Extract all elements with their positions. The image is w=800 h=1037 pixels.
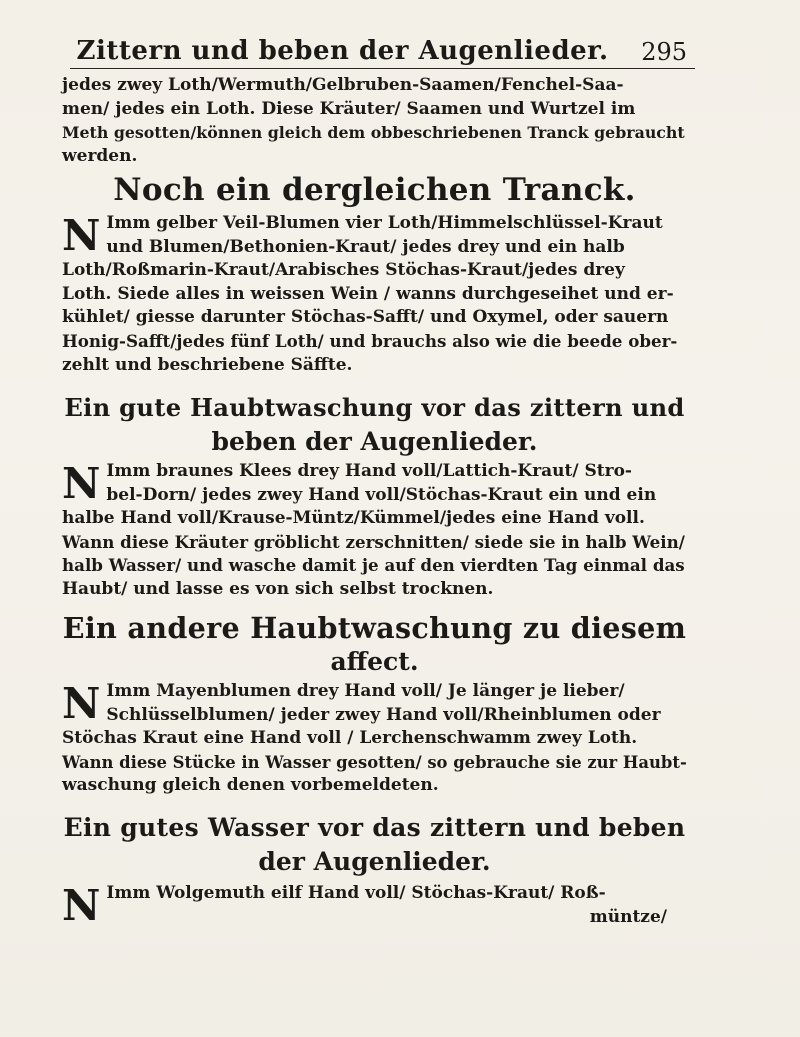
text-line: Stöchas Kraut eine Hand voll / Lerchenschwamm zwey Loth.	[62, 728, 638, 749]
text-line: waschung gleich denen vorbemeldeten.	[62, 775, 439, 796]
text-line: werden.	[62, 145, 138, 166]
drop-cap: N	[62, 881, 101, 930]
section-heading: Ein gute Haubtwaschung vor das zittern und	[64, 393, 685, 422]
section-heading: Noch ein dergleichen Tranck.	[113, 172, 636, 208]
intro-paragraph	[62, 74, 687, 168]
text-line: zehlt und beschriebene Säffte.	[62, 354, 353, 375]
text-line: Loth/Roßmarin-Kraut/Arabisches Stöchas-Kraut/jedes drey	[62, 260, 625, 281]
text-line: kühlet/ giesse darunter Stöchas-Safft/ und Oxymel, oder sauern	[62, 307, 669, 328]
recipe-paragraph	[62, 212, 687, 377]
text-line: Imm gelber Veil-Blumen vier Loth/Himmelschlüssel-Kraut	[106, 213, 663, 233]
text-line: und Blumen/Bethonien-Kraut/ jedes drey und ein halb	[106, 236, 625, 257]
text-line: Meth gesotten/können gleich dem obbeschriebenen Tranck gebraucht	[62, 123, 685, 143]
section-subheading: der Augenlieder.	[258, 847, 491, 876]
text-line: Wann diese Stücke in Wasser gesotten/ so gebrauche sie zur Haubt-	[62, 752, 687, 772]
drop-cap: N	[62, 679, 101, 728]
text-line: halbe Hand voll/Krause-Müntz/Kümmel/jedes eine Hand voll.	[62, 508, 645, 529]
text-line: Imm braunes Klees drey Hand voll/Lattich-Kraut/ Stro-	[106, 461, 632, 481]
text-line: müntze/	[589, 906, 667, 927]
text-line: jedes zwey Loth/Wermuth/Gelbruben-Saamen/Fenchel-Saa-	[62, 75, 624, 95]
running-title: Zittern und beben der Augenlieder.	[76, 36, 609, 66]
text-line: bel-Dorn/ jedes zwey Hand voll/Stöchas-Kraut ein und ein	[106, 484, 657, 505]
text-line: Wann diese Kräuter gröblicht zerschnitten/ siede sie in halb Wein/	[62, 531, 685, 552]
text-line: men/ jedes ein Loth. Diese Kräuter/ Saamen und Wurtzel im	[62, 98, 636, 119]
drop-cap: N	[62, 211, 101, 260]
text-line: halb Wasser/ und wasche damit je auf den vierdten Tag einmal das	[62, 555, 685, 576]
text-line: Loth. Siede alles in weissen Wein / wanns durchgeseihet und er-	[62, 283, 674, 304]
running-header	[70, 34, 695, 69]
section-heading: Ein andere Haubtwaschung zu diesem	[62, 611, 687, 645]
text-line: Imm Mayenblumen drey Hand voll/ Je länger je lieber/	[106, 681, 625, 701]
page-number: 295	[641, 38, 687, 66]
recipe-paragraph	[62, 460, 687, 602]
section-subheading: affect.	[330, 647, 419, 676]
text-line: Schlüsselblumen/ jeder zwey Hand voll/Rheinblumen oder	[106, 704, 661, 725]
text-line: Haubt/ und lasse es von sich selbst trocknen.	[62, 578, 494, 599]
drop-cap: N	[62, 459, 101, 508]
recipe-paragraph	[62, 680, 687, 798]
text-line: Imm Wolgemuth eilf Hand voll/ Stöchas-Kraut/ Roß-	[106, 883, 606, 903]
recipe-paragraph	[62, 882, 687, 929]
section-subheading: beben der Augenlieder.	[211, 427, 538, 456]
text-line: Honig-Safft/jedes fünf Loth/ und brauchs also wie die beede ober-	[62, 330, 678, 351]
section-heading: Ein gutes Wasser vor das zittern und beben	[63, 813, 686, 842]
